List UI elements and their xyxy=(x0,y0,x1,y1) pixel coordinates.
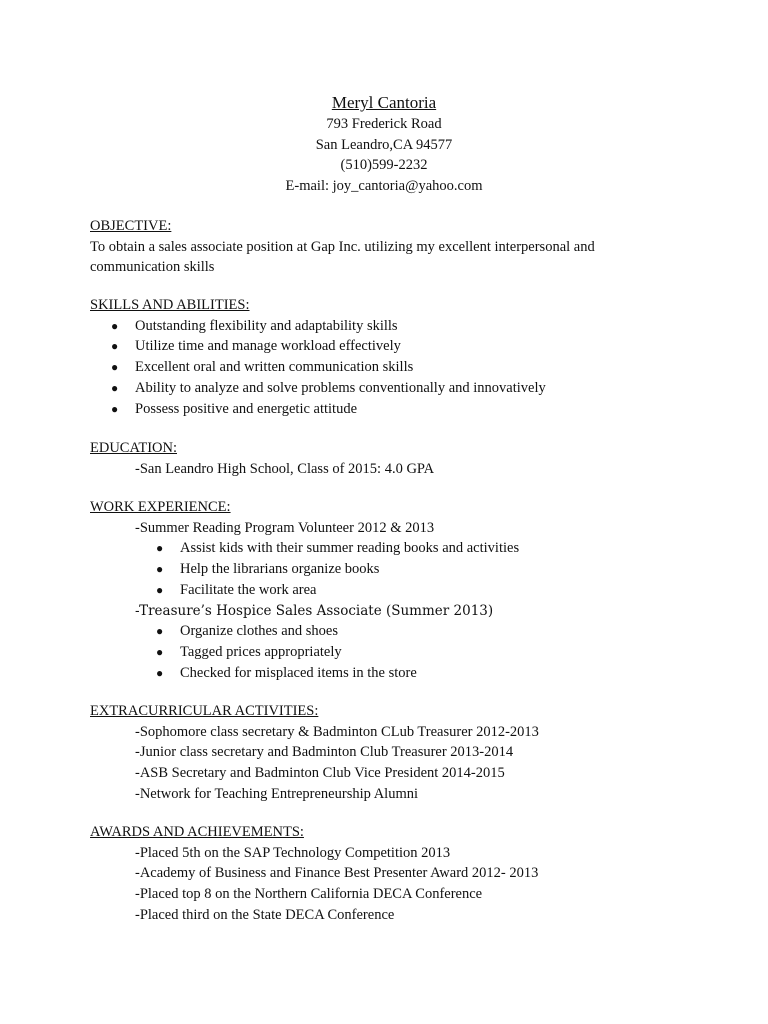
list-item xyxy=(90,378,690,399)
bullet-icon: ● xyxy=(156,541,164,556)
bullet-icon: ● xyxy=(156,665,164,680)
skill-text: Ability to analyze and solve problems conventionally and innovatively xyxy=(135,379,546,396)
bullet-icon: ● xyxy=(156,582,164,597)
duty-text: Tagged prices appropriately xyxy=(180,643,342,660)
award-item: -Placed 5th on the SAP Technology Competition 2013 xyxy=(135,844,451,861)
skills-list xyxy=(90,316,690,420)
bullet-icon: ● xyxy=(111,401,119,416)
skill-text: Utilize time and manage workload effectively xyxy=(135,338,401,355)
education-entry: -San Leandro High School, Class of 2015: 4.0 GPA xyxy=(135,460,435,477)
bullet-icon: ● xyxy=(156,644,164,659)
list-item xyxy=(90,399,690,420)
address-line-1: 793 Frederick Road xyxy=(326,116,442,132)
skills-section xyxy=(90,295,690,419)
objective-line-1: To obtain a sales associate position at Gap Inc. utilizing my excellent interpersonal and xyxy=(90,238,595,255)
skill-text: Outstanding flexibility and adaptability skills xyxy=(135,317,398,334)
bullet-icon: ● xyxy=(111,380,119,395)
activity-item: -Sophomore class secretary & Badminton CLub Treasurer 2012-2013 xyxy=(135,723,539,740)
bullet-icon: ● xyxy=(156,624,164,639)
list-item xyxy=(90,621,690,642)
list-item xyxy=(90,663,690,684)
duty-text: Help the librarians organize books xyxy=(180,561,380,578)
list-item xyxy=(90,316,690,337)
extracurricular-heading: EXTRACURRICULAR ACTIVITIES: xyxy=(90,703,319,719)
award-item: -Placed third on the State DECA Conference xyxy=(135,906,395,923)
duty-text: Organize clothes and shoes xyxy=(180,623,338,640)
awards-heading: AWARDS AND ACHIEVEMENTS: xyxy=(90,824,304,840)
list-item xyxy=(90,580,690,601)
contact-header xyxy=(0,92,768,197)
list-item xyxy=(90,559,690,580)
award-item: -Academy of Business and Finance Best Presenter Award 2012- 2013 xyxy=(135,865,539,882)
award-item: -Placed top 8 on the Northern California DECA Conference xyxy=(135,886,483,903)
bullet-icon: ● xyxy=(156,562,164,577)
list-item xyxy=(90,357,690,378)
duty-text: Checked for misplaced items in the store xyxy=(180,664,417,681)
education-section xyxy=(90,438,690,479)
work-experience-section xyxy=(90,497,690,683)
activity-item: -ASB Secretary and Badminton Club Vice President 2014-2015 xyxy=(135,765,505,782)
list-item xyxy=(90,336,690,357)
list-item xyxy=(90,642,690,663)
skill-text: Possess positive and energetic attitude xyxy=(135,400,358,417)
skills-heading: SKILLS AND ABILITIES: xyxy=(90,297,250,313)
activity-item: -Network for Teaching Entrepreneurship Alumni xyxy=(135,785,418,802)
education-heading: EDUCATION: xyxy=(90,440,177,456)
job-title-1: -Summer Reading Program Volunteer 2012 & 2013 xyxy=(135,519,435,536)
objective-section xyxy=(90,216,690,278)
job-2-duties xyxy=(90,621,690,683)
phone-number: (510)599-2232 xyxy=(340,157,428,174)
extracurricular-section xyxy=(90,701,690,805)
awards-section xyxy=(90,822,690,926)
objective-line-2: communication skills xyxy=(90,259,215,276)
job-title-2: -Treasure’s Hospice Sales Associate (Summer 2013) xyxy=(135,602,494,619)
objective-heading: OBJECTIVE: xyxy=(90,218,172,234)
job-1-duties xyxy=(90,538,690,600)
bullet-icon: ● xyxy=(111,318,119,333)
skill-text: Excellent oral and written communication skills xyxy=(135,359,414,376)
work-experience-heading: WORK EXPERIENCE: xyxy=(90,499,231,515)
email-address: E-mail: joy_cantoria@yahoo.com xyxy=(285,178,483,195)
address-line-2: San Leandro,CA 94577 xyxy=(315,136,453,153)
bullet-icon: ● xyxy=(111,339,119,354)
activity-item: -Junior class secretary and Badminton Club Treasurer 2013-2014 xyxy=(135,744,514,761)
bullet-icon: ● xyxy=(111,360,119,375)
applicant-name: Meryl Cantoria xyxy=(331,93,437,112)
duty-text: Assist kids with their summer reading books and activities xyxy=(180,540,520,557)
list-item xyxy=(90,538,690,559)
duty-text: Facilitate the work area xyxy=(180,581,317,598)
